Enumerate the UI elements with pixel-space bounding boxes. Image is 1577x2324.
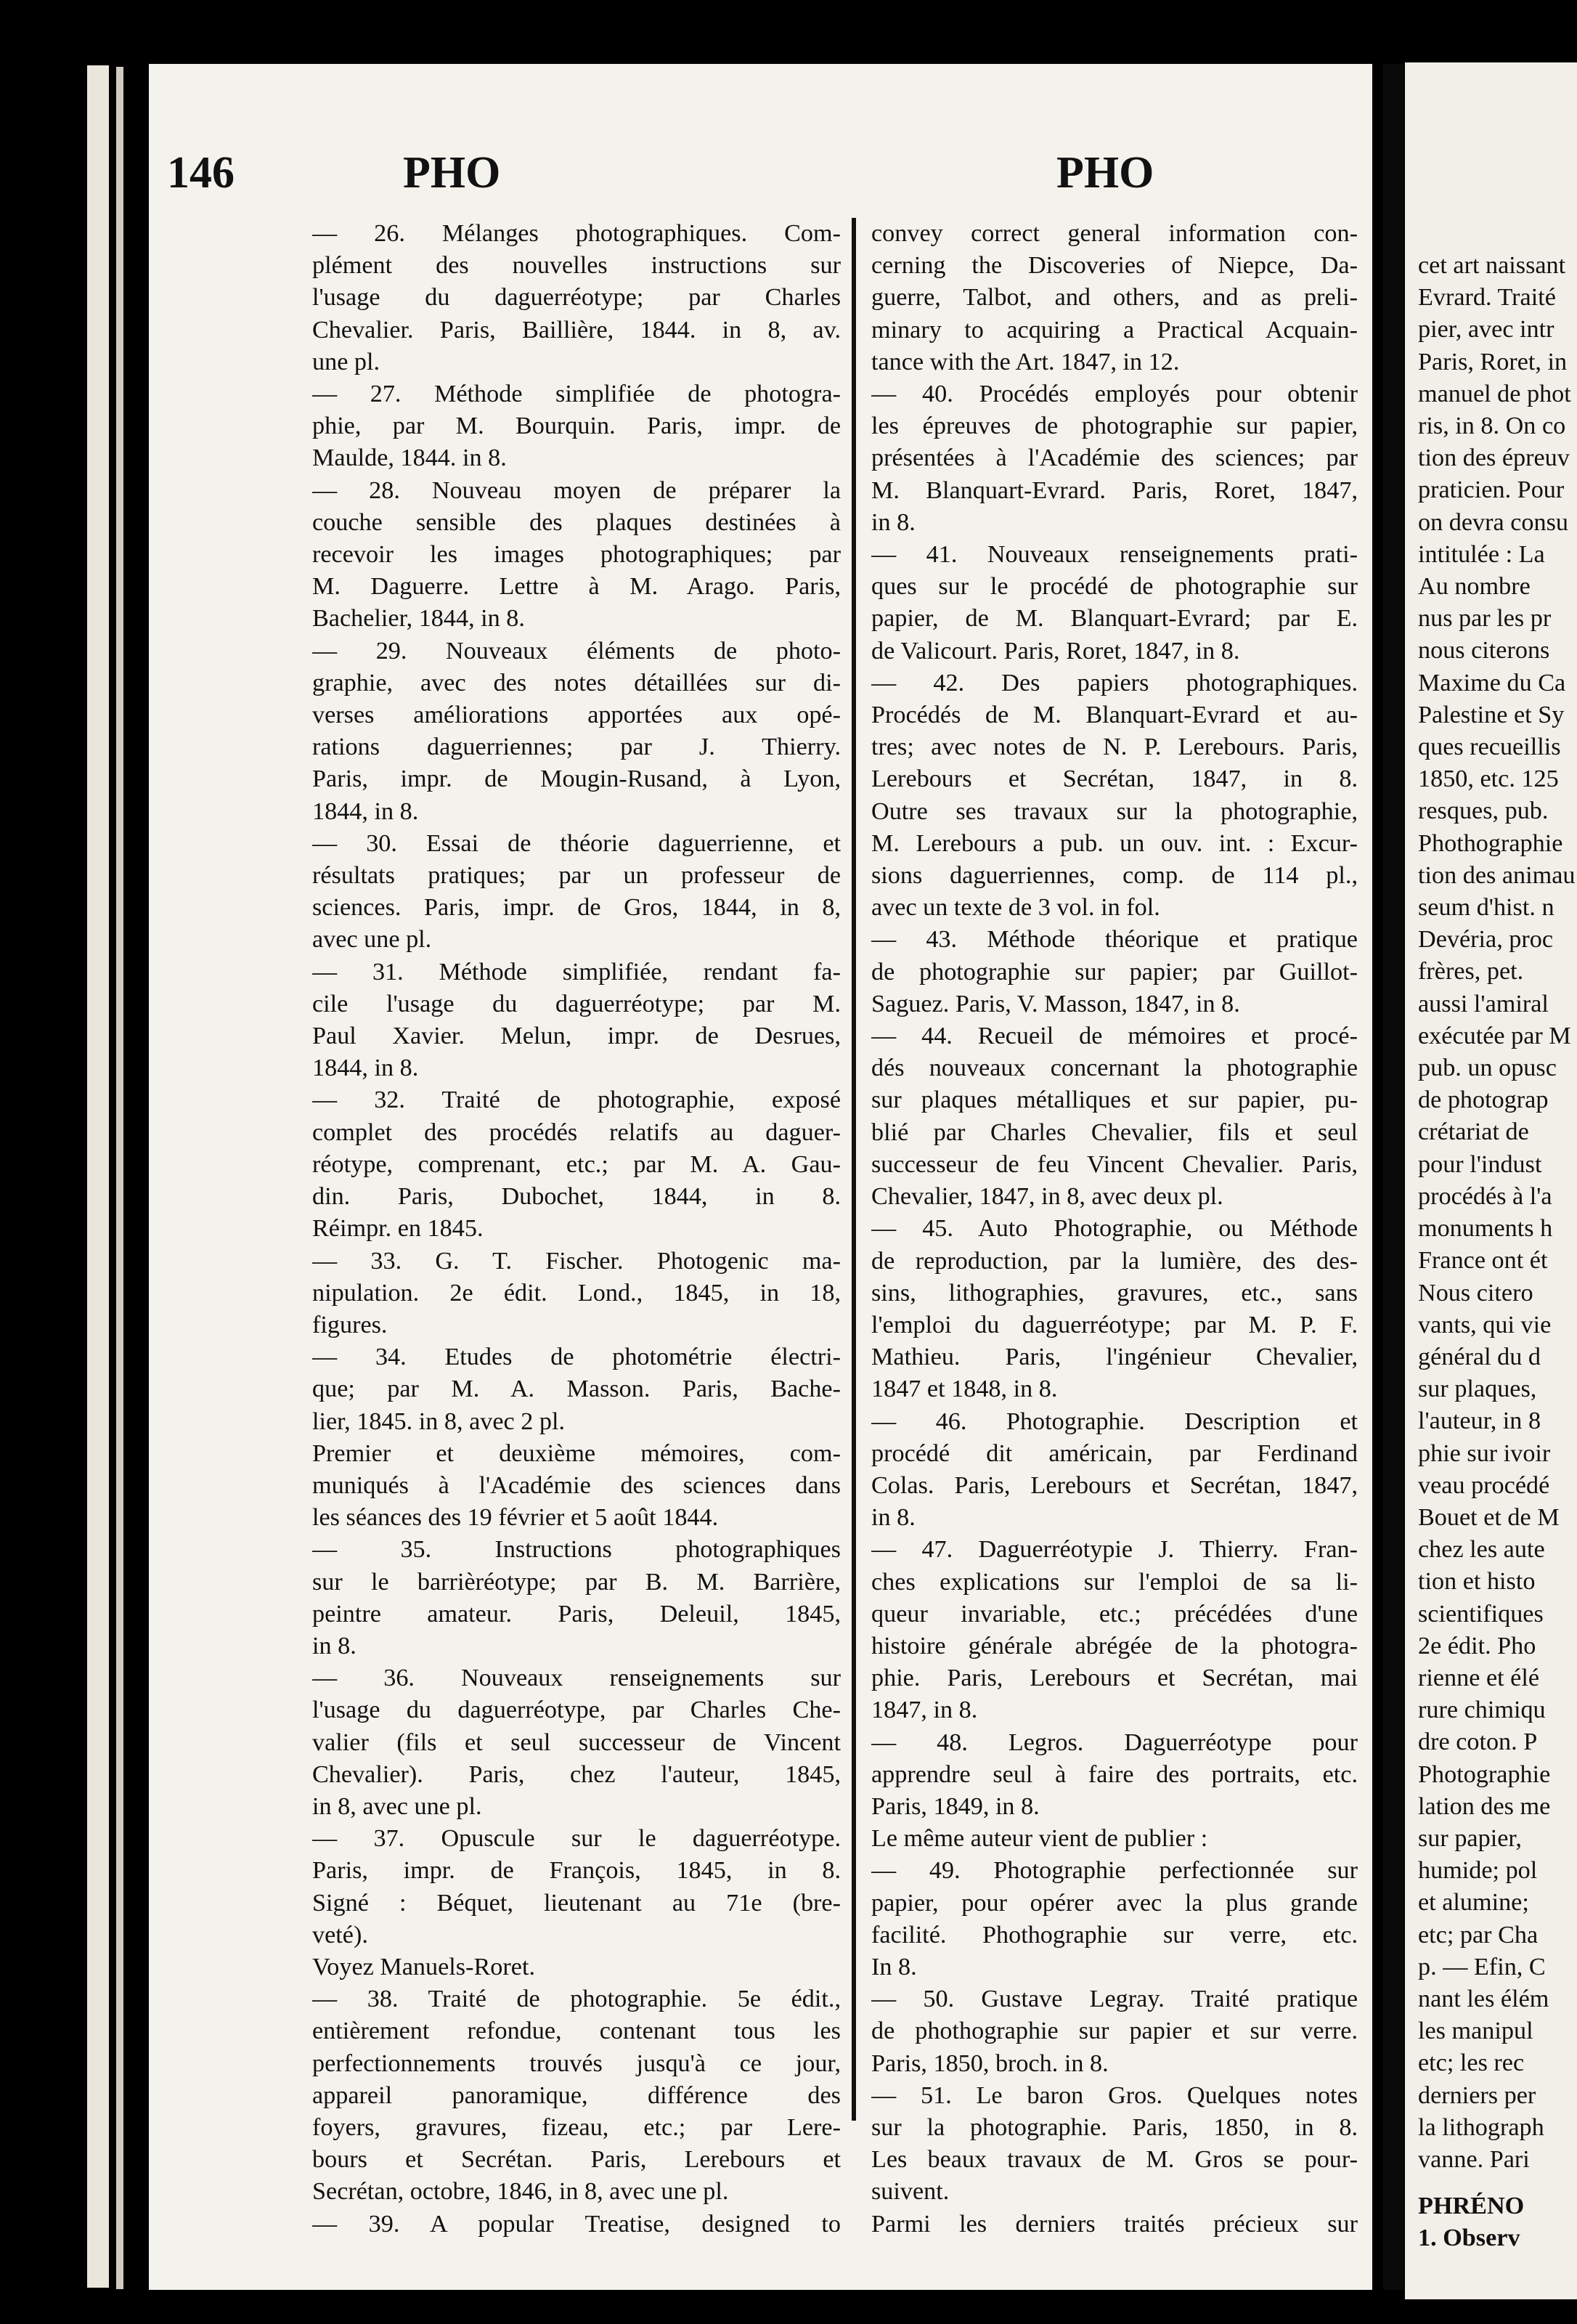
text-line: France ont ét xyxy=(1418,1247,1548,1275)
text-line: exécutée par M xyxy=(1418,1022,1571,1049)
text-line: nous citerons xyxy=(1418,637,1550,665)
text-line: PHRÉNO xyxy=(1418,2193,1525,2219)
text-line: les manipul xyxy=(1418,2018,1533,2045)
facing-page-heading xyxy=(1418,2190,1577,2254)
book-gutter xyxy=(1383,64,1403,2290)
text-line: réotype, comprenant, etc.; par M. A. Gau- xyxy=(312,1150,841,1178)
text-line: facilité. Phothographie sur verre, etc. xyxy=(871,1921,1358,1949)
text-line: scientifiques xyxy=(1418,1600,1544,1628)
text-line: cile l'usage du daguerréotype; par M. xyxy=(312,990,841,1017)
text-line: frères, pet. xyxy=(1418,958,1524,986)
text-line: verses améliorations apportées aux opé- xyxy=(312,702,841,729)
text-line: de photograp xyxy=(1418,1086,1549,1114)
text-line: Paris, impr. de Mougin-Rusand, à Lyon, xyxy=(312,765,841,793)
text-line: tion des animau xyxy=(1418,861,1576,889)
text-line: Secrétan, octobre, 1846, in 8, avec une pl. xyxy=(312,2178,729,2206)
text-line: Mathieu. Paris, l'ingénieur Chevalier, xyxy=(871,1344,1358,1371)
text-line: cerning the Discoveries of Niepce, Da- xyxy=(871,252,1358,280)
text-line: — 43. Méthode théorique et pratique xyxy=(871,926,1358,954)
text-line: in 8. xyxy=(871,1504,916,1532)
text-line: sur plaques métalliques et sur papier, pu- xyxy=(871,1086,1358,1114)
text-line: monuments h xyxy=(1418,1215,1553,1243)
facing-page xyxy=(1405,62,1577,2299)
text-line: Les beaux travaux de M. Gros se pour- xyxy=(871,2146,1358,2174)
text-line: — 29. Nouveaux éléments de photo- xyxy=(312,637,841,665)
text-line: din. Paris, Dubochet, 1844, in 8. xyxy=(312,1183,841,1211)
text-line: praticien. Pour xyxy=(1418,476,1565,504)
text-line: papier, pour opérer avec la plus grande xyxy=(871,1889,1358,1917)
text-line: Nous citero xyxy=(1418,1279,1533,1307)
text-line: 1844, in 8. xyxy=(312,797,419,825)
text-line: tance with the Art. 1847, in 12. xyxy=(871,348,1180,375)
text-line: sur plaques, xyxy=(1418,1376,1537,1403)
text-line: veté). xyxy=(312,1921,368,1949)
text-line: etc; par Cha xyxy=(1418,1921,1539,1949)
page-edge-left xyxy=(87,65,109,2288)
text-line: lation des me xyxy=(1418,1792,1551,1820)
text-line: 1844, in 8. xyxy=(312,1055,419,1082)
text-line: l'emploi du daguerréotype; par M. P. F. xyxy=(871,1311,1358,1338)
page-edge-shadow xyxy=(116,67,123,2289)
text-line: Lerebours et Secrétan, 1847, in 8. xyxy=(871,765,1358,793)
text-line: complet des procédés relatifs au daguer- xyxy=(312,1118,841,1146)
text-line: Palestine et Sy xyxy=(1418,701,1565,728)
text-line: nant les élém xyxy=(1418,1985,1549,2012)
text-line: lier, 1845. in 8, avec 2 pl. xyxy=(312,1407,566,1435)
text-line: suivent. xyxy=(871,2178,950,2206)
text-line: — 40. Procédés employés pour obtenir xyxy=(871,381,1358,408)
text-line: Chevalier. Paris, Baillière, 1844. in 8, av. xyxy=(312,316,841,344)
text-line: ris, in 8. On co xyxy=(1418,413,1566,440)
text-line: Chevalier). Paris, chez l'auteur, 1845, xyxy=(312,1760,841,1788)
text-line: graphie, avec des notes détaillées sur di- xyxy=(312,669,841,696)
text-line: 2e édit. Pho xyxy=(1418,1632,1536,1659)
text-line: — 47. Daguerréotypie J. Thierry. Fran- xyxy=(871,1536,1358,1564)
text-line: — 50. Gustave Legray. Traité pratique xyxy=(871,1986,1358,2013)
text-line: présentées à l'Académie des sciences; par xyxy=(871,444,1358,472)
text-line: Chevalier, 1847, in 8, avec deux pl. xyxy=(871,1183,1223,1211)
text-line: les épreuves de photographie sur papier, xyxy=(871,413,1358,440)
text-line: papier, de M. Blanquart-Evrard; par E. xyxy=(871,605,1358,633)
text-line: nus par les pr xyxy=(1418,605,1552,633)
text-line: foyers, gravures, fizeau, etc.; par Lere- xyxy=(312,2113,841,2141)
text-line: Saguez. Paris, V. Masson, 1847, in 8. xyxy=(871,990,1240,1017)
text-line: manuel de phot xyxy=(1418,380,1571,407)
text-line: Paris, 1849, in 8. xyxy=(871,1792,1040,1820)
running-head-right: PHO xyxy=(1056,148,1154,198)
text-line: recevoir les images photographiques; par xyxy=(312,541,841,569)
text-line: Réimpr. en 1845. xyxy=(312,1215,484,1243)
text-line: vanne. Pari xyxy=(1418,2145,1530,2173)
text-line: Evrard. Traité xyxy=(1418,284,1556,312)
text-line: successeur de feu Vincent Chevalier. Paris, xyxy=(871,1150,1358,1178)
text-line: Premier et deuxième mémoires, com- xyxy=(312,1439,841,1467)
text-line: l'usage du daguerréotype, par Charles Che- xyxy=(312,1697,841,1724)
text-line: — 49. Photographie perfectionnée sur xyxy=(871,1857,1358,1885)
text-line: résultats pratiques; par un professeur de xyxy=(312,862,841,890)
text-line: l'auteur, in 8 xyxy=(1418,1407,1541,1435)
text-line: Paris, impr. de François, 1845, in 8. xyxy=(312,1857,841,1885)
text-line: crétariat de xyxy=(1418,1118,1529,1146)
text-line: seum d'hist. n xyxy=(1418,894,1554,922)
text-line: veau procédé xyxy=(1418,1471,1550,1499)
text-line: pier, avec intr xyxy=(1418,316,1554,344)
text-line: bours et Secrétan. Paris, Lerebours et xyxy=(312,2146,841,2174)
text-line: intitulée : La xyxy=(1418,540,1545,568)
text-line: tion des épreuv xyxy=(1418,444,1570,472)
text-line: — 48. Legros. Daguerréotype pour xyxy=(871,1728,1358,1756)
text-line: — 30. Essai de théorie daguerrienne, et xyxy=(312,829,841,857)
text-line: — 32. Traité de photographie, exposé xyxy=(312,1086,841,1114)
text-line: histoire générale abrégée de la photogra- xyxy=(871,1632,1358,1659)
right-text-column xyxy=(871,218,1358,2240)
text-line: procédé dit américain, par Ferdinand xyxy=(871,1439,1358,1467)
text-line: Voyez Manuels-Roret. xyxy=(312,1953,535,1980)
column-divider xyxy=(852,218,856,2121)
text-line: rienne et élé xyxy=(1418,1664,1540,1691)
text-line: etc; les rec xyxy=(1418,2049,1525,2077)
text-line: Phothographie xyxy=(1418,829,1563,857)
text-line: Parmi les derniers traités précieux sur xyxy=(871,2210,1358,2238)
text-line: chez les aute xyxy=(1418,1536,1545,1564)
text-line: ches explications sur l'emploi de sa li- xyxy=(871,1568,1358,1596)
text-line: plément des nouvelles instructions sur xyxy=(312,252,841,280)
text-line: valier (fils et seul successeur de Vincent xyxy=(312,1728,841,1756)
left-text-column xyxy=(312,218,841,2240)
text-line: entièrement refondue, contenant tous les xyxy=(312,2018,841,2045)
text-line: muniqués à l'Académie des sciences dans xyxy=(312,1471,841,1499)
text-line: avec un texte de 3 vol. in fol. xyxy=(871,894,1160,922)
text-line: Maulde, 1844. in 8. xyxy=(312,444,507,472)
text-line: la lithograph xyxy=(1418,2113,1544,2141)
book-page xyxy=(149,64,1372,2290)
text-line: une pl. xyxy=(312,348,380,375)
text-line: — 37. Opuscule sur le daguerréotype. xyxy=(312,1825,841,1853)
text-line: que; par M. A. Masson. Paris, Bache- xyxy=(312,1376,841,1403)
text-line: queur invariable, etc.; précédées d'une xyxy=(871,1600,1358,1628)
text-line: — 44. Recueil de mémoires et procé- xyxy=(871,1023,1358,1050)
text-line: Bachelier, 1844, in 8. xyxy=(312,605,525,633)
text-line: — 45. Auto Photographie, ou Méthode xyxy=(871,1215,1358,1243)
text-line: in 8. xyxy=(871,508,916,536)
text-line: phie. Paris, Lerebours et Secrétan, mai xyxy=(871,1665,1358,1692)
text-line: Paul Xavier. Melun, impr. de Desrues, xyxy=(312,1023,841,1050)
text-line: pour l'indust xyxy=(1418,1150,1542,1178)
text-line: tion et histo xyxy=(1418,1568,1536,1596)
text-line: nipulation. 2e édit. Lond., 1845, in 18, xyxy=(312,1279,841,1307)
text-line: sur papier, xyxy=(1418,1824,1522,1852)
text-line: — 46. Photographie. Description et xyxy=(871,1407,1358,1435)
text-line: — 27. Méthode simplifiée de photogra- xyxy=(312,381,841,408)
text-line: Bouet et de M xyxy=(1418,1503,1560,1531)
page-number: 146 xyxy=(167,148,235,198)
running-head-left: PHO xyxy=(403,148,501,198)
text-line: général du d xyxy=(1418,1343,1541,1370)
text-line: Le même auteur vient de publier : xyxy=(871,1825,1208,1853)
text-line: 1. Observ xyxy=(1418,2225,1520,2252)
text-line: resques, pub. xyxy=(1418,797,1549,825)
text-line: in 8, avec une pl. xyxy=(312,1792,482,1820)
text-line: blié par Charles Chevalier, fils et seul xyxy=(871,1118,1358,1146)
text-line: — 35. Instructions photographiques xyxy=(312,1536,841,1564)
text-line: M. Lerebours a pub. un ouv. int. : Excur- xyxy=(871,829,1358,857)
text-line: pub. un opusc xyxy=(1418,1055,1557,1082)
text-line: — 36. Nouveaux renseignements sur xyxy=(312,1665,841,1692)
text-line: phie, par M. Bourquin. Paris, impr. de xyxy=(312,413,841,440)
text-line: — 28. Nouveau moyen de préparer la xyxy=(312,476,841,504)
text-line: les séances des 19 février et 5 août 1844. xyxy=(312,1504,719,1532)
text-line: guerre, Talbot, and others, and as preli- xyxy=(871,284,1358,312)
text-line: In 8. xyxy=(871,1953,917,1980)
text-line: in 8. xyxy=(312,1632,356,1659)
text-line: — 39. A popular Treatise, designed to xyxy=(312,2210,841,2238)
text-line: sions daguerriennes, comp. de 114 pl., xyxy=(871,862,1358,890)
text-line: dés nouveaux concernant la photographie xyxy=(871,1055,1358,1082)
text-line: convey correct general information con- xyxy=(871,220,1358,247)
text-line: minary to acquiring a Practical Acquain- xyxy=(871,316,1358,344)
text-line: — 34. Etudes de photométrie électri- xyxy=(312,1344,841,1371)
text-line: rure chimiqu xyxy=(1418,1697,1546,1724)
text-line: — 42. Des papiers photographiques. xyxy=(871,669,1358,696)
text-line: appareil panoramique, différence des xyxy=(312,2081,841,2109)
text-line: phie sur ivoir xyxy=(1418,1439,1551,1467)
text-line: — 38. Traité de photographie. 5e édit., xyxy=(312,1986,841,2013)
text-line: Signé : Béquet, lieutenant au 71e (bre- xyxy=(312,1889,841,1917)
text-line: Procédés de M. Blanquart-Evrard et au- xyxy=(871,702,1358,729)
text-line: derniers per xyxy=(1418,2081,1536,2109)
text-line: sur le barrièréotype; par B. M. Barrière, xyxy=(312,1568,841,1596)
text-line: procédés à l'a xyxy=(1418,1182,1552,1210)
text-line: de reproduction, par la lumière, des des- xyxy=(871,1247,1358,1275)
text-line: Paris, 1850, broch. in 8. xyxy=(871,2049,1109,2077)
text-line: avec une pl. xyxy=(312,926,432,954)
text-line: sciences. Paris, impr. de Gros, 1844, in 8, xyxy=(312,894,841,922)
text-line: 1847, in 8. xyxy=(871,1697,978,1724)
text-line: peintre amateur. Paris, Deleuil, 1845, xyxy=(312,1600,841,1628)
text-line: — 51. Le baron Gros. Quelques notes xyxy=(871,2081,1358,2109)
text-line: sins, lithographies, gravures, etc., sans xyxy=(871,1279,1358,1307)
text-line: M. Daguerre. Lettre à M. Arago. Paris, xyxy=(312,573,841,601)
text-line: Outre ses travaux sur la photographie, xyxy=(871,797,1358,825)
text-line: rations daguerriennes; par J. Thierry. xyxy=(312,734,841,761)
text-line: — 31. Méthode simplifiée, rendant fa- xyxy=(312,958,841,986)
text-line: figures. xyxy=(312,1311,388,1338)
text-line: M. Blanquart-Evrard. Paris, Roret, 1847, xyxy=(871,476,1358,504)
text-line: ques recueillis xyxy=(1418,734,1561,761)
text-line: de phothographie sur papier et sur verre. xyxy=(871,2018,1358,2045)
text-line: Colas. Paris, Lerebours et Secrétan, 1847, xyxy=(871,1471,1358,1499)
text-line: — 33. G. T. Fischer. Photogenic ma- xyxy=(312,1247,841,1275)
text-line: aussi l'amiral xyxy=(1418,990,1549,1017)
text-line: cet art naissant xyxy=(1418,252,1566,279)
text-line: Devéria, proc xyxy=(1418,926,1554,954)
text-line: 1850, etc. 125 xyxy=(1418,765,1559,793)
text-line: perfectionnements trouvés jusqu'à ce jour, xyxy=(312,2049,841,2077)
text-line: 1847 et 1848, in 8. xyxy=(871,1376,1058,1403)
text-line: p. — Efin, C xyxy=(1418,1953,1546,1980)
text-line: Photographie xyxy=(1418,1760,1551,1788)
text-line: l'usage du daguerréotype; par Charles xyxy=(312,284,841,312)
text-line: dre coton. P xyxy=(1418,1728,1538,1756)
text-line: — 41. Nouveaux renseignements prati- xyxy=(871,541,1358,569)
text-line: — 26. Mélanges photographiques. Com- xyxy=(312,220,841,247)
text-line: tres; avec notes de N. P. Lerebours. Paris, xyxy=(871,734,1358,761)
facing-page-text xyxy=(1418,250,1577,2176)
text-line: Au nombre xyxy=(1418,573,1531,601)
text-line: de photographie sur papier; par Guillot- xyxy=(871,958,1358,986)
text-line: Maxime du Ca xyxy=(1418,669,1566,696)
text-line: Paris, Roret, in xyxy=(1418,348,1568,375)
text-line: de Valicourt. Paris, Roret, 1847, in 8. xyxy=(871,637,1240,665)
text-line: sur la photographie. Paris, 1850, in 8. xyxy=(871,2113,1358,2141)
text-line: ques sur le procédé de photographie sur xyxy=(871,573,1358,601)
text-line: humide; pol xyxy=(1418,1857,1538,1885)
text-line: et alumine; xyxy=(1418,1889,1529,1917)
text-line: vants, qui vie xyxy=(1418,1311,1552,1338)
text-line: on devra consu xyxy=(1418,508,1568,536)
text-line: couche sensible des plaques destinées à xyxy=(312,508,841,536)
text-line: apprendre seul à faire des portraits, etc. xyxy=(871,1760,1358,1788)
